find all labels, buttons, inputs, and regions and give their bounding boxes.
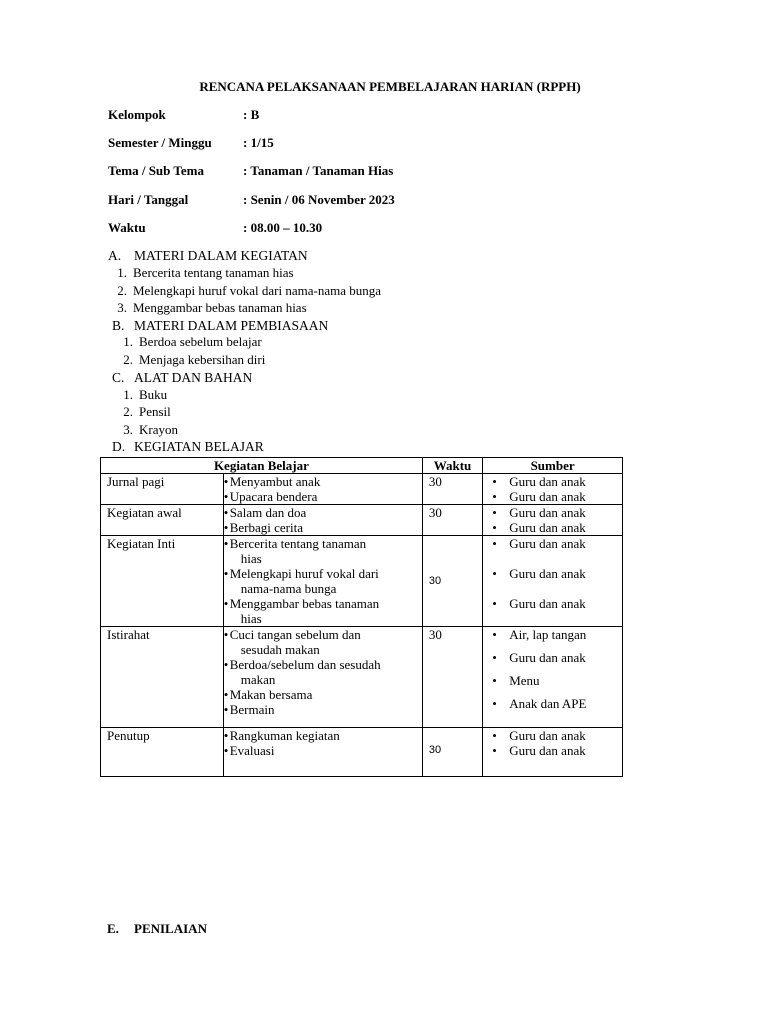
bullet-icon: • — [223, 743, 229, 758]
row-time: 30 — [422, 728, 482, 777]
bullet-icon: • — [223, 489, 229, 504]
bullet-icon: • — [492, 596, 497, 611]
row-sources: • Guru dan anak • Guru dan anak — [483, 728, 623, 777]
row-time: 30 — [422, 505, 482, 536]
bullet-icon: • — [223, 505, 229, 520]
bullet-icon: • — [223, 566, 229, 581]
bullet-icon: • — [223, 627, 229, 642]
info-label-semester: Semester / Minggu — [108, 135, 212, 150]
bullet-icon: • — [223, 520, 229, 535]
row-name: Kegiatan awal — [101, 505, 224, 536]
bullet-icon: • — [492, 474, 497, 489]
section-e-heading: E. PENILAIAN — [107, 921, 207, 936]
table-row — [101, 627, 623, 728]
table-row — [101, 505, 623, 536]
row-name: Penutup — [101, 728, 224, 777]
row-time: 30 — [422, 627, 482, 728]
row-activities: • Rangkuman kegiatan • Evaluasi — [223, 728, 422, 777]
bullet-icon: • — [223, 536, 229, 551]
bullet-icon: • — [223, 657, 229, 672]
bullet-icon: • — [492, 650, 497, 665]
table-row — [101, 474, 623, 505]
row-activities: • Cuci tangan sebelum dan sesudah makan • Berdoa/sebelum dan sesudah makan • Makan bersama • Bermain — [223, 627, 422, 728]
info-value-tema: : Tanaman / Tanaman Hias — [243, 163, 394, 178]
row-time: 30 — [422, 536, 482, 627]
section-a-heading: A. MATERI DALAM KEGIATAN — [108, 248, 308, 263]
info-label-waktu: Waktu — [108, 220, 146, 235]
bullet-icon: • — [223, 596, 229, 611]
bullet-icon: • — [492, 743, 497, 758]
list-item: 1. Bercerita tentang tanaman hias — [117, 265, 294, 280]
row-activities: • Salam dan doa • Berbagi cerita — [223, 505, 422, 536]
list-item: 3. Krayon — [123, 422, 178, 437]
info-label-kelompok: Kelompok — [108, 107, 166, 122]
bullet-icon: • — [492, 536, 497, 551]
row-name: Jurnal pagi — [101, 474, 224, 505]
row-name: Kegiatan Inti — [101, 536, 224, 627]
header-waktu: Waktu — [422, 458, 482, 474]
table-row — [101, 536, 623, 627]
bullet-icon: • — [492, 520, 497, 535]
table-row — [101, 728, 623, 777]
row-activities: • Menyambut anak • Upacara bendera — [223, 474, 422, 505]
row-sources: • Guru dan anak • Guru dan anak • Guru dan anak — [483, 536, 623, 627]
row-sources: • Guru dan anak • Guru dan anak — [483, 505, 623, 536]
section-c-heading: C. ALAT DAN BAHAN — [112, 370, 253, 385]
row-sources: • Air, lap tangan • Guru dan anak • Menu • Anak dan APE — [483, 627, 623, 728]
info-label-hari: Hari / Tanggal — [108, 192, 189, 207]
info-label-tema: Tema / Sub Tema — [108, 163, 204, 178]
list-item: 1. Buku — [123, 387, 168, 402]
info-value-waktu: : 08.00 – 10.30 — [243, 220, 323, 235]
row-time: 30 — [422, 474, 482, 505]
page-title: RENCANA PELAKSANAAN PEMBELAJARAN HARIAN (RPPH) — [199, 79, 581, 94]
activity-table — [100, 457, 623, 777]
list-item: 2. Pensil — [123, 404, 171, 419]
bullet-icon: • — [492, 566, 497, 581]
bullet-icon: • — [492, 728, 497, 743]
info-value-hari: : Senin / 06 November 2023 — [243, 192, 395, 207]
bullet-icon: • — [223, 702, 229, 717]
info-value-semester: : 1/15 — [243, 135, 274, 150]
info-value-kelompok: : B — [243, 107, 260, 122]
bullet-icon: • — [492, 673, 497, 688]
bullet-icon: • — [492, 489, 497, 504]
list-item: 2. Menjaga kebersihan diri — [123, 352, 266, 367]
bullet-icon: • — [223, 474, 229, 489]
bullet-icon: • — [492, 627, 497, 642]
row-name: Istirahat — [101, 627, 224, 728]
header-kegiatan: Kegiatan Belajar — [101, 458, 423, 474]
bullet-icon: • — [223, 687, 229, 702]
section-b-heading: B. MATERI DALAM PEMBIASAAN — [112, 318, 329, 333]
list-item: 3. Menggambar bebas tanaman hias — [117, 300, 307, 315]
list-item: 1. Berdoa sebelum belajar — [123, 334, 262, 349]
header-sumber: Sumber — [483, 458, 623, 474]
bullet-icon: • — [492, 505, 497, 520]
section-d-heading: D. KEGIATAN BELAJAR — [112, 439, 264, 454]
bullet-icon: • — [223, 728, 229, 743]
row-sources: • Guru dan anak • Guru dan anak — [483, 474, 623, 505]
table-header-row — [101, 458, 623, 474]
bullet-icon: • — [492, 696, 497, 711]
list-item: 2. Melengkapi huruf vokal dari nama-nama bunga — [117, 283, 381, 298]
row-activities: • Bercerita tentang tanaman hias • Melengkapi huruf vokal dari nama-nama bunga • Menggambar bebas tanaman hias — [223, 536, 422, 627]
